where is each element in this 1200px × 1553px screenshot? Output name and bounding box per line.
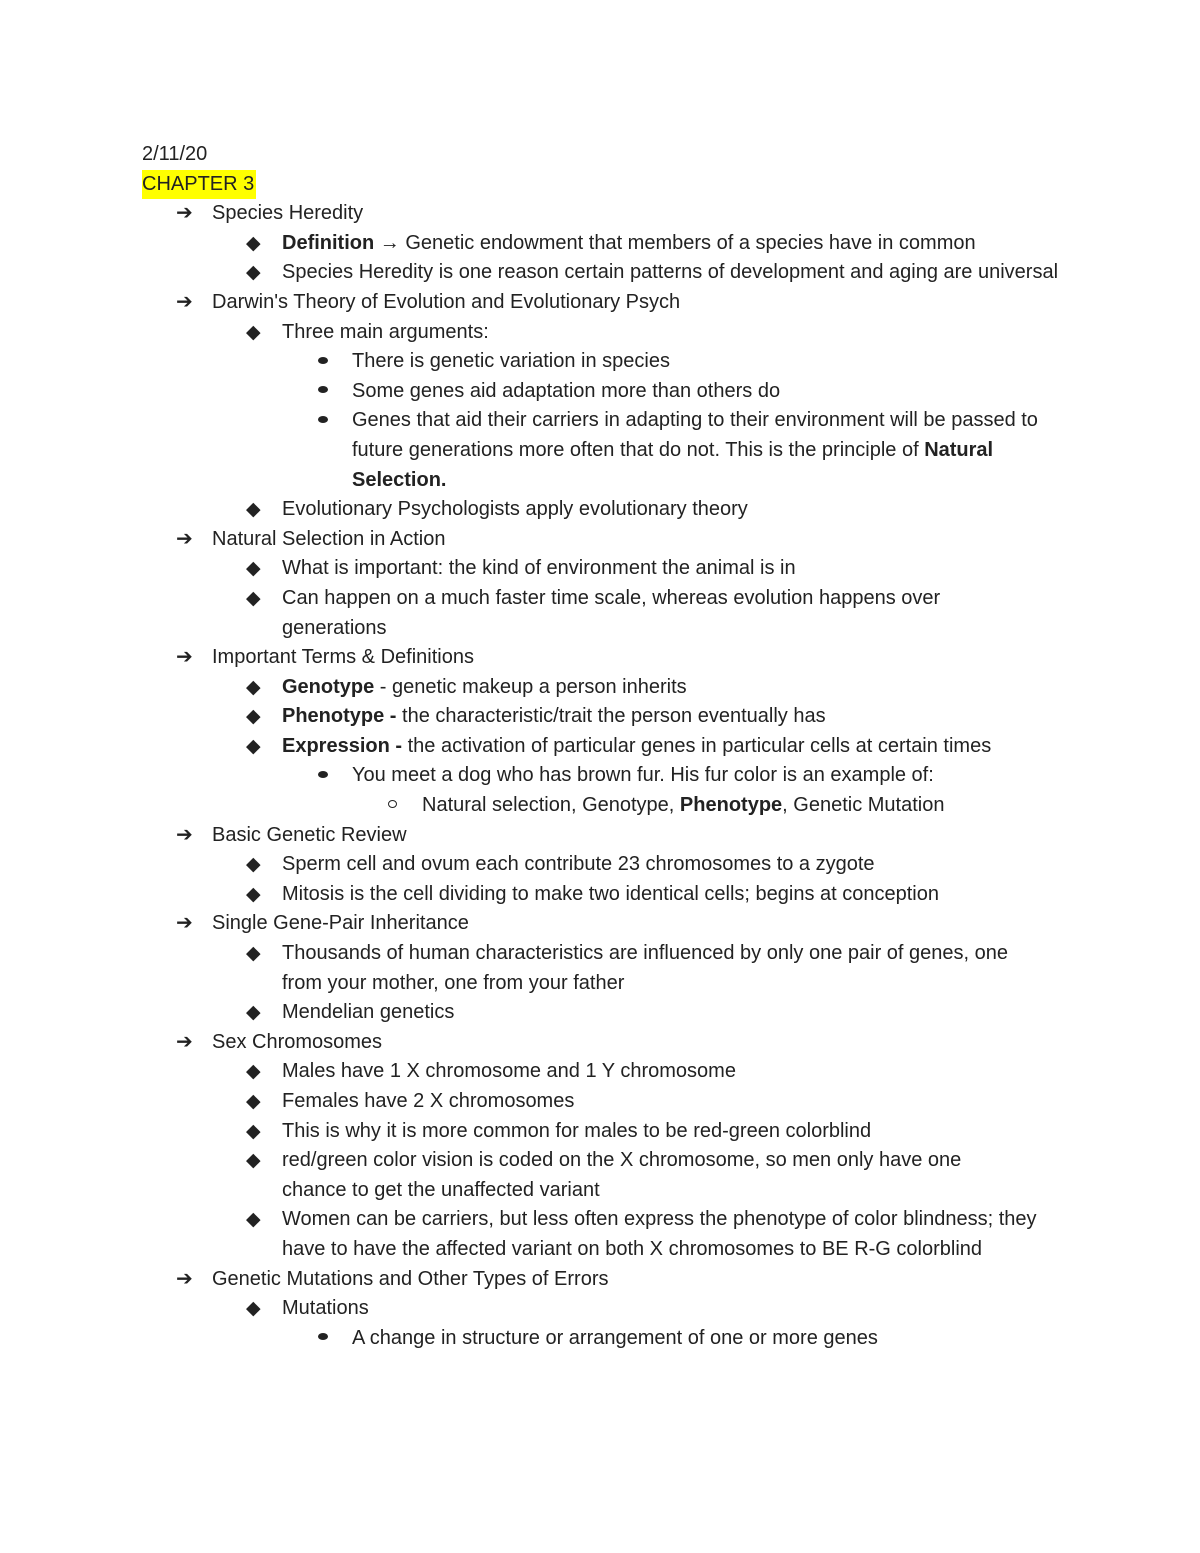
list-item	[212, 1294, 1072, 1353]
list-item	[352, 791, 1072, 821]
section-title: Natural Selection in Action	[212, 527, 446, 550]
item-text: Mitosis is the cell dividing to make two identical cells; begins at conception	[282, 882, 939, 905]
bold-term: Natural Selection.	[352, 438, 994, 491]
list-item	[212, 673, 1072, 703]
diamond-bullet-icon: ◆	[246, 676, 261, 698]
diamond-bullet-icon: ◆	[246, 854, 261, 876]
item-text: Sperm cell and ovum each contribute 23 chromosomes to a zygote	[282, 853, 875, 876]
list-item	[212, 495, 1072, 525]
item-text: Species Heredity is one reason certain patterns of development and aging are universal	[282, 261, 1059, 284]
list-item	[212, 1205, 1072, 1264]
list-item	[212, 229, 1072, 259]
list-item	[282, 347, 1072, 377]
term-definition: - genetic makeup a person inherits	[374, 675, 687, 698]
diamond-bullet-icon: ◆	[246, 1150, 261, 1172]
section-title: Sex Chromosomes	[212, 1030, 383, 1053]
arrow-bullet-icon: ➔	[176, 202, 193, 225]
item-text: This is why it is more common for males to be red-green colorblind	[282, 1119, 872, 1142]
list-item	[212, 1057, 1072, 1087]
item-text: red/green color vision is coded on the X chromosome, so men only have one chance to get the unaffected variant	[282, 1149, 962, 1201]
item-text: Women can be carriers, but less often express the phenotype of color blindness; they have to have the affected variant on both X chromosomes to BE R-G colorblind	[282, 1208, 1037, 1260]
term-definition: → Genetic endowment that members of a species have in common	[374, 231, 976, 254]
answer-options: Natural selection, Genotype,	[422, 794, 680, 817]
term: Expression -	[282, 734, 403, 757]
item-text: A change in structure or arrangement of one or more genes	[352, 1326, 878, 1349]
diamond-bullet-icon: ◆	[246, 943, 261, 965]
notes-page	[142, 140, 1072, 1353]
term-definition: the activation of particular genes in particular cells at certain times	[402, 734, 992, 757]
list-item	[282, 1324, 1072, 1354]
outline	[142, 199, 1072, 1353]
item-text: Females have 2 X chromosomes	[282, 1090, 575, 1112]
dot-bullet-icon	[318, 386, 328, 393]
list-item	[212, 318, 1072, 496]
diamond-bullet-icon: ◆	[246, 232, 261, 254]
section-item	[142, 199, 1072, 288]
diamond-bullet-icon: ◆	[246, 706, 261, 728]
diamond-bullet-icon: ◆	[246, 1209, 261, 1231]
diamond-bullet-icon: ◆	[246, 321, 261, 343]
list-item	[212, 584, 1072, 643]
diamond-bullet-icon: ◆	[246, 1061, 261, 1083]
section-item	[142, 821, 1072, 910]
section-item	[142, 909, 1072, 1027]
list-item	[282, 761, 1072, 820]
term: Phenotype -	[282, 705, 397, 728]
term: Genotype	[282, 675, 375, 698]
term: Definition	[282, 231, 375, 254]
item-text: Can happen on a much faster time scale, whereas evolution happens over generations	[282, 586, 941, 639]
section-item	[142, 288, 1072, 525]
section-title: Basic Genetic Review	[212, 823, 407, 846]
section-item	[142, 1028, 1072, 1265]
term-definition: the characteristic/trait the person eventually has	[396, 705, 826, 728]
chapter-heading: CHAPTER 3	[142, 170, 256, 200]
diamond-bullet-icon: ◆	[246, 1002, 261, 1024]
list-item	[212, 880, 1072, 910]
diamond-bullet-icon: ◆	[246, 499, 261, 521]
arrow-bullet-icon: ➔	[176, 912, 193, 935]
arrow-bullet-icon: ➔	[176, 527, 193, 550]
diamond-bullet-icon: ◆	[246, 558, 261, 580]
section-title: Species Heredity	[212, 202, 364, 225]
list-item	[212, 258, 1072, 288]
date: 2/11/20	[142, 143, 208, 165]
dot-bullet-icon	[318, 357, 328, 364]
item-text: Mendelian genetics	[282, 1001, 455, 1024]
diamond-bullet-icon: ◆	[246, 1120, 261, 1142]
item-text: Evolutionary Psychologists apply evolutionary theory	[282, 498, 748, 521]
arrow-bullet-icon: ➔	[176, 290, 193, 313]
item-text: Genes that aid their carriers in adapting to their environment will be passed to future generations more often that do not. This is the principle of	[352, 409, 1038, 461]
arrow-bullet-icon: ➔	[176, 823, 193, 846]
answer-options-tail: , Genetic Mutation	[782, 794, 945, 817]
list-item	[212, 554, 1072, 584]
item-text: Three main arguments:	[282, 320, 489, 343]
dot-bullet-icon	[318, 1333, 328, 1340]
example-question: You meet a dog who has brown fur. His fur color is an example of:	[352, 764, 934, 787]
item-text: Some genes aid adaptation more than others do	[352, 379, 781, 402]
list-item	[282, 377, 1072, 407]
list-item	[212, 1146, 1072, 1205]
arrow-bullet-icon: ➔	[176, 1267, 193, 1290]
item-text: There is genetic variation in species	[352, 350, 670, 373]
section-item	[142, 643, 1072, 821]
section-title: Darwin's Theory of Evolution and Evolutionary Psych	[212, 290, 681, 313]
dot-bullet-icon	[318, 416, 328, 423]
circle-bullet-icon	[388, 800, 397, 808]
item-text: What is important: the kind of environment the animal is in	[282, 557, 796, 580]
section-item	[142, 525, 1072, 643]
section-item	[142, 1265, 1072, 1354]
dot-bullet-icon	[318, 771, 328, 778]
list-item	[212, 732, 1072, 821]
list-item	[212, 1117, 1072, 1147]
section-title: Single Gene-Pair Inheritance	[212, 912, 469, 935]
list-item	[212, 1087, 1072, 1117]
correct-answer: Phenotype	[679, 794, 783, 817]
list-item	[212, 998, 1072, 1028]
item-text: Mutations	[282, 1297, 369, 1320]
list-item	[212, 702, 1072, 732]
diamond-bullet-icon: ◆	[246, 883, 261, 905]
list-item	[212, 939, 1072, 998]
section-title: Genetic Mutations and Other Types of Errors	[212, 1267, 609, 1290]
arrow-bullet-icon: ➔	[176, 1030, 193, 1053]
item-text: Thousands of human characteristics are influenced by only one pair of genes, one from your mother, one from your father	[282, 942, 1008, 994]
list-item	[282, 406, 1072, 495]
diamond-bullet-icon: ◆	[246, 262, 261, 284]
diamond-bullet-icon: ◆	[246, 735, 261, 757]
section-title: Important Terms & Definitions	[212, 646, 474, 669]
item-text: Males have 1 X chromosome and 1 Y chromosome	[282, 1060, 736, 1083]
diamond-bullet-icon: ◆	[246, 1091, 261, 1112]
list-item	[212, 850, 1072, 880]
diamond-bullet-icon: ◆	[246, 1298, 261, 1320]
diamond-bullet-icon: ◆	[246, 587, 261, 609]
arrow-bullet-icon: ➔	[176, 646, 193, 669]
